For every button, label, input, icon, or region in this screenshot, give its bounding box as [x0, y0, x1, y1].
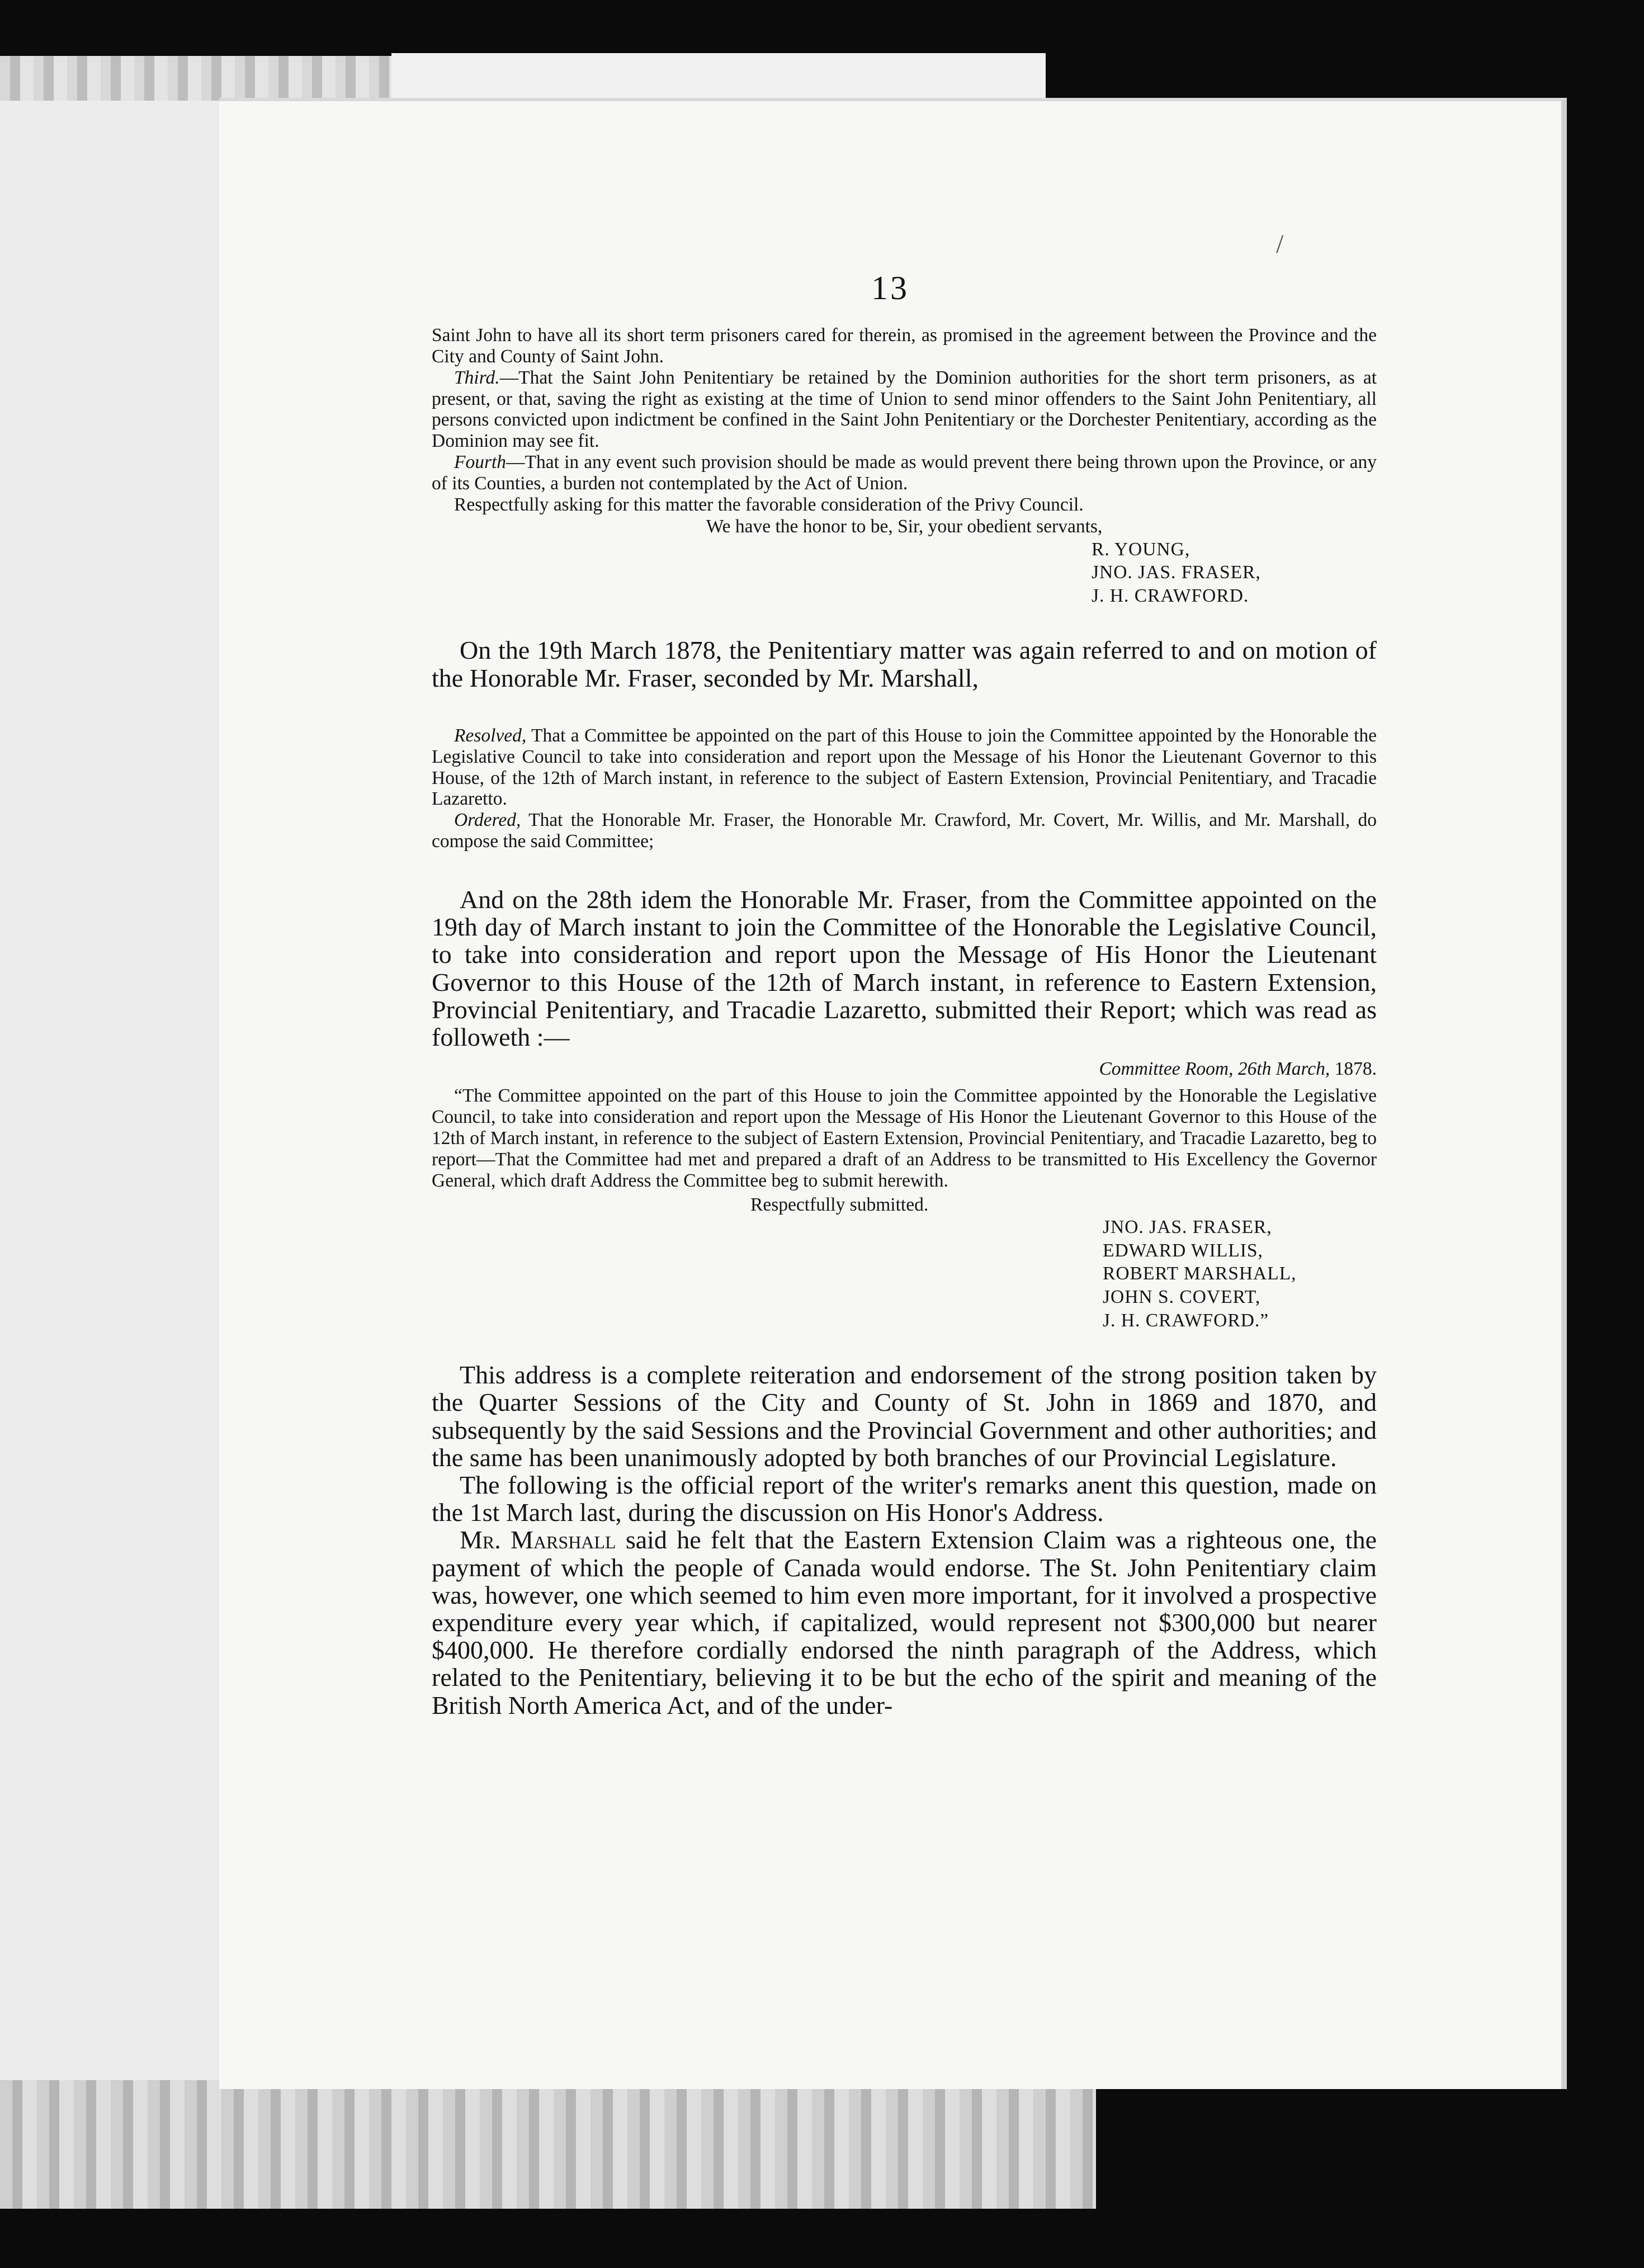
clause-fourth-text: —That in any event such provision should be made as would prevent there being thrown upon the Province, or any of its Counties, a burden not contemplated by the Act of Union. [432, 452, 1377, 494]
page-body [432, 325, 1377, 1719]
clause-fourth [432, 452, 1377, 494]
signatory: J. H. CRAWFORD. [1092, 585, 1249, 606]
committee-date-year: 1878. [1330, 1059, 1377, 1080]
clause-third-label: Third. [454, 367, 500, 388]
paragraph-marshall [432, 1526, 1377, 1719]
paragraph-address: This address is a complete reiteration and endorsement of the strong position taken by the Quarter Sessions of the City and County of St. John in 1869 and 1870, and subsequently by the said Sessions and the Provincial Government and other authorities; and the same has been unanimously adopted by both branches of our Provincial Legislature. [432, 1360, 1377, 1472]
speaker-remarks: said he felt that the Eastern Extension Claim was a righteous one, the payment of which the people of Canada would endorse. The St. John Penitentiary claim was, however, one which seemed to him even more important, for it involved a prospective expenditure every year which, if capitalized, would represent not $300,000 but nearer $400,000. He therefore cordially endorsed the ninth paragraph of the Address, which related to the Penitentiary, believing it to be but the echo of the spirit and meaning of the British North America Act, and of the under- [432, 1525, 1377, 1719]
order [432, 810, 1377, 852]
signature-block-2 [1103, 1216, 1377, 1332]
signatory: R. YOUNG, [1092, 538, 1191, 560]
speaker-name: Mr. Marshall [460, 1525, 616, 1554]
previous-page-edge [0, 101, 223, 2114]
committee-date-place: Committee Room, 26th March, [1099, 1059, 1330, 1080]
intro-fragment: Saint John to have all its short term prisoners cared for therein, as promised in the agreement between the Province and the City and County of Saint John. [432, 325, 1377, 367]
order-label: Ordered, [454, 810, 521, 831]
closing-request: Respectfully asking for this matter the favorable consideration of the Privy Council. [454, 494, 1084, 515]
document-page [219, 98, 1567, 2089]
order-text: That the Honorable Mr. Fraser, the Honorable Mr. Crawford, Mr. Covert, Mr. Willis, and Mr. Marshall, do compose the said Committee; [432, 810, 1377, 852]
clause-third-text: —That the Saint John Penitentiary be retained by the Dominion authorities for the short term prisoners, as at present, or that, saving the right as existing at the time of Union to send minor offenders to the Saint John Penitentiary, all persons convicted upon indictment be confined in the Saint John Penitentiary or the Dorchester Penitentiary, according as the Dominion may see fit. [432, 367, 1377, 452]
signatory: JNO. JAS. FRASER, [1103, 1217, 1272, 1238]
signatory: JOHN S. COVERT, [1103, 1287, 1261, 1307]
page-number: 13 [871, 270, 909, 306]
signatory: JNO. JAS. FRASER, [1092, 562, 1261, 583]
respectfully-submitted: Respectfully submitted. [750, 1194, 929, 1216]
resolution [432, 725, 1377, 810]
signatory: ROBERT MARSHALL, [1103, 1263, 1297, 1284]
committee-date [432, 1059, 1377, 1080]
resolution-label: Resolved, [454, 725, 527, 746]
paragraph-march-28: And on the 28th idem the Honorable Mr. Fraser, from the Committee appointed on the 19th day of March instant to join the Committee of the Honorable the Legislative Council, to take into consideration and report upon the Message of His Honor the Lieutenant Governor to this House of the 12th of March instant, in reference to Eastern Extension, Provincial Penitentiary, and Tracadie Lazaretto, submitted their Report; which was read as followeth :— [432, 885, 1377, 1051]
signatory: J. H. CRAWFORD.” [1103, 1310, 1269, 1331]
scan-edge-top-page [391, 53, 1046, 98]
signatory: EDWARD WILLIS, [1103, 1240, 1263, 1261]
scan-edge-bottom [0, 2080, 1096, 2209]
resolution-text: That a Committee be appointed on the part of this House to join the Committee appointed by the Honorable the Legislative Council to take into consideration and report upon the Message of his Honor the Lieutenant Governor to this House, of the 12th of March instant, in reference to the subject of Eastern Extension, Provincial Penitentiary, and Tracadie Lazaretto. [432, 725, 1377, 810]
paragraph-march-19: On the 19th March 1878, the Penitentiary matter was again referred to and on motion of the Honorable Mr. Fraser, seconded by Mr. Marshall, [432, 636, 1377, 692]
paragraph-following: The following is the official report of the writer's remarks anent this question, made on the 1st March last, during the discussion on His Honor's Address. [432, 1470, 1377, 1527]
signature-block-1 [1092, 538, 1377, 608]
committee-report: “The Committee appointed on the part of this House to join the Committee appointed by the Honorable the Legislative Council, to take into consideration and report upon the Message of His Honor the Lieutenant Governor to this House of the 12th of March instant, in reference to the subject of Eastern Extension, Provincial Penitentiary, and Tracadie Lazaretto, beg to report—That the Committee had met and prepared a draft of an Address to be transmitted to His Excellency the Governor General, which draft Address the Committee beg to submit herewith. [432, 1085, 1377, 1191]
salutation: We have the honor to be, Sir, your obedient servants, [706, 516, 1103, 537]
pencil-mark: / [1276, 229, 1284, 259]
clause-third [432, 367, 1377, 452]
clause-fourth-label: Fourth [454, 452, 507, 473]
